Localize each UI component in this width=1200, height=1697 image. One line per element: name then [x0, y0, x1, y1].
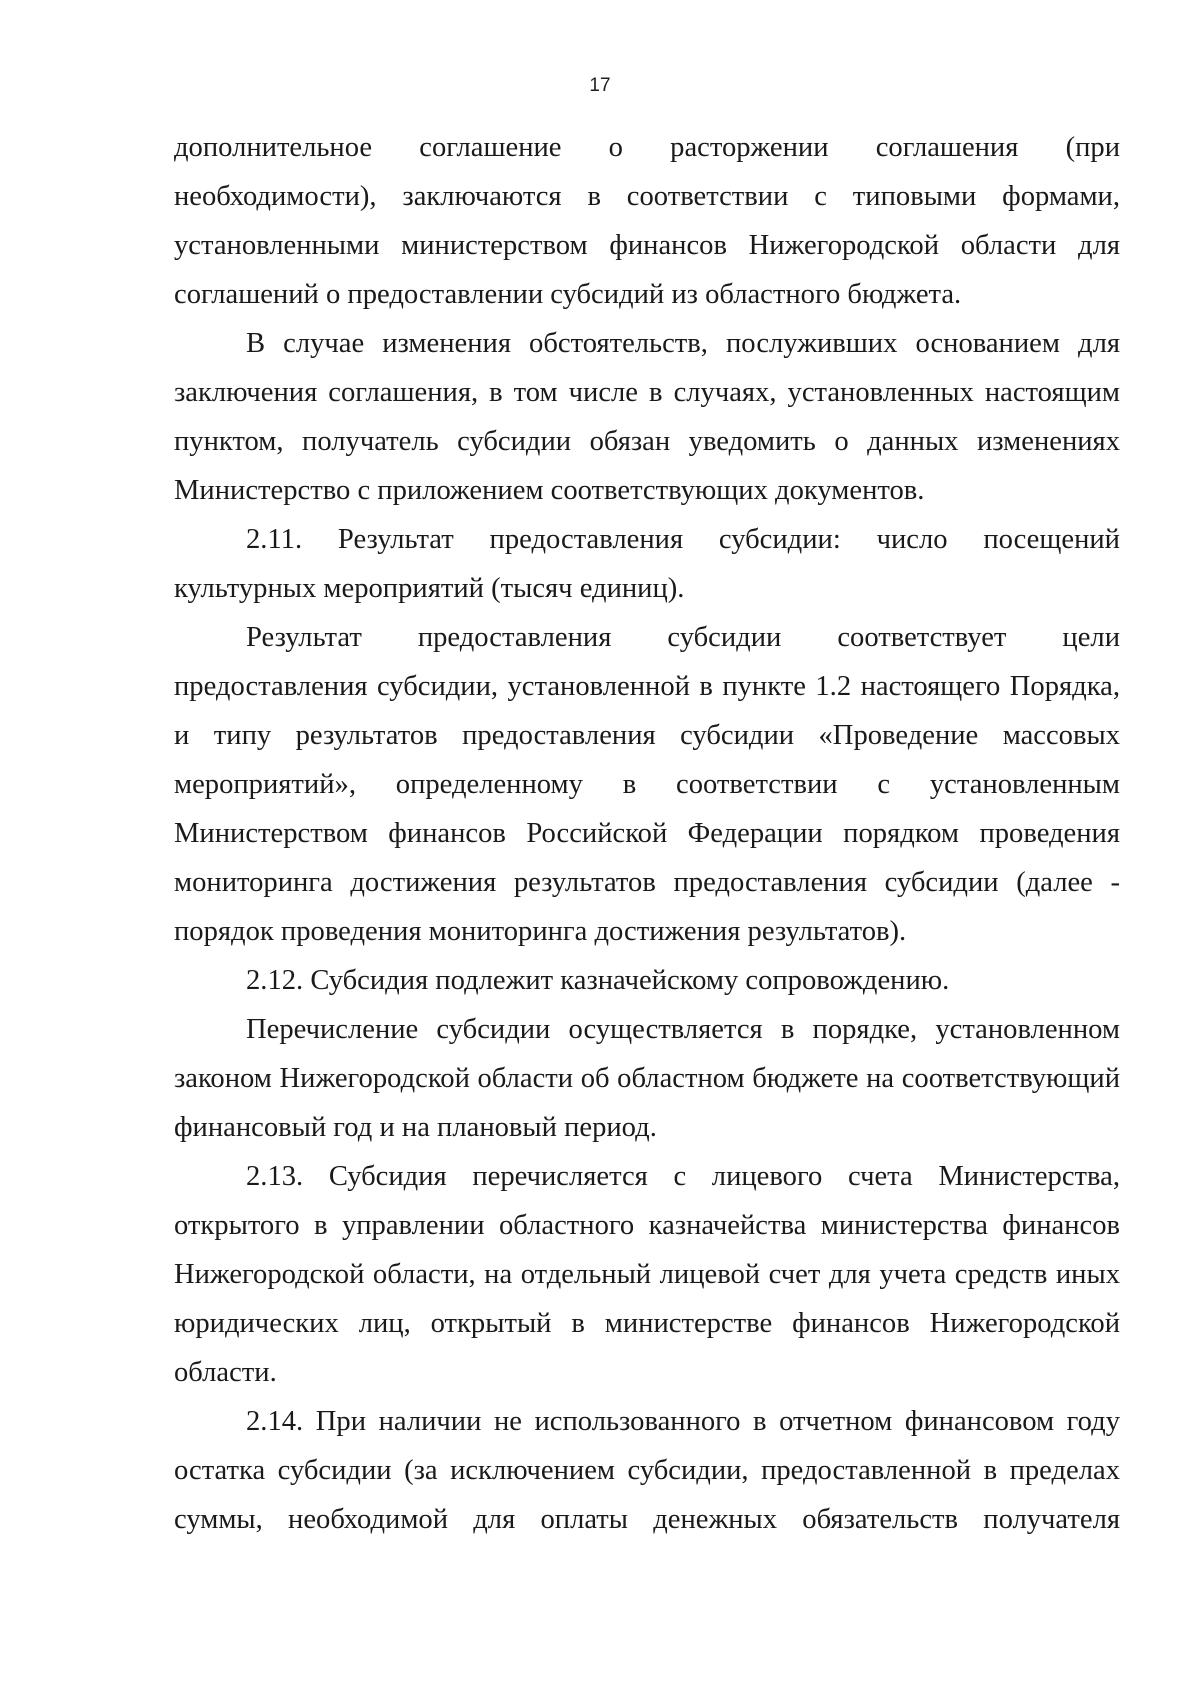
paragraph-agreement-forms: дополнительное соглашение о расторжении соглашения (при необходимости), заключаются в соответствии с типовыми формами, установленными министерством финансов Нижегородской области для соглашений о предоставлении субсидий из областного бюджета.	[174, 132, 1120, 310]
paragraph-2-12-treasury: 2.12. Субсидия подлежит казначейскому сопровождению.	[246, 965, 950, 996]
paragraph-result-correspondence: Результат предоставления субсидии соответствует цели предоставления субсидии, установленной в пункте 1.2 настоящего Порядка, и типу результатов предоставления субсидии «Проведение массовых мероприятий», определенному в соответствии с установленным Министерством финансов Российской Федерации порядком проведения мониторинга достижения результатов предоставления субсидии (далее - порядок проведения мониторинга достижения результатов).	[174, 622, 1120, 947]
document-body	[174, 123, 1120, 1544]
paragraph-2-13-account: 2.13. Субсидия перечисляется с лицевого счета Министерства, открытого в управлении областного казначейства министерства финансов Нижегородской области, на отдельный лицевой счет для учета средств иных юридических лиц, открытый в министерстве финансов Нижегородской области.	[174, 1161, 1120, 1388]
paragraph-2-11-result: 2.11. Результат предоставления субсидии: число посещений культурных мероприятий (тысяч единиц).	[174, 524, 1120, 604]
paragraph-transfer-procedure: Перечисление субсидии осуществляется в порядке, установленном законом Нижегородской области об областном бюджете на соответствующий финансовый год и на плановый период.	[174, 1014, 1120, 1143]
paragraph-2-14-remainder: 2.14. При наличии не использованного в отчетном финансовом году остатка субсидии (за исключением субсидии, предоставленной в пределах суммы, необходимой для оплаты денежных обязательств получателя	[174, 1406, 1120, 1535]
paragraph-circumstances-change: В случае изменения обстоятельств, послуживших основанием для заключения соглашения, в том числе в случаях, установленных настоящим пунктом, получатель субсидии обязан уведомить о данных изменениях Министерство с приложением соответствующих документов.	[174, 328, 1120, 506]
page-number: 17	[589, 75, 611, 96]
